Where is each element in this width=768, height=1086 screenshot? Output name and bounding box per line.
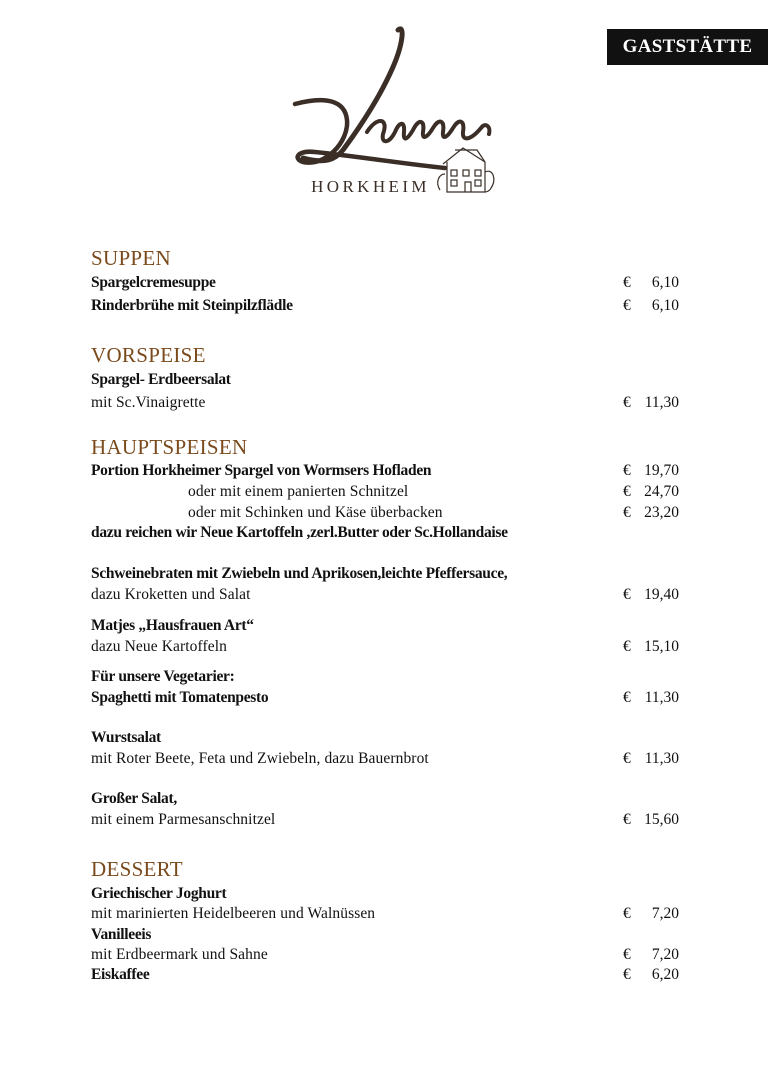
- menu-item-option: [91, 482, 679, 502]
- amount: 7,20: [651, 905, 679, 922]
- item-description: mit Roter Beete, Feta und Zwiebeln, dazu Bauernbrot: [91, 750, 429, 767]
- item-description: dazu Kroketten und Salat: [91, 586, 251, 603]
- item-name: Portion Horkheimer Spargel von Wormsers Hofladen: [91, 462, 432, 479]
- item-name: Schweinebraten mit Zwiebeln und Aprikosen,leichte Pfeffersauce,: [91, 565, 508, 582]
- currency: €: [623, 297, 631, 314]
- currency: €: [623, 638, 631, 655]
- currency: €: [623, 689, 631, 706]
- currency: €: [623, 504, 631, 521]
- amount: 11,30: [644, 394, 679, 411]
- menu-item-detail: [91, 749, 679, 769]
- menu-item: [91, 667, 679, 687]
- item-name: Spargel- Erdbeersalat: [91, 371, 231, 388]
- currency: €: [623, 750, 631, 767]
- menu-item: [91, 273, 679, 293]
- item-name: Spargelcremesuppe: [91, 274, 216, 291]
- menu-item: [91, 688, 679, 708]
- item-option: oder mit Schinken und Käse überbacken: [188, 504, 443, 521]
- amount: 19,70: [644, 462, 679, 479]
- item-name: Spaghetti mit Tomatenpesto: [91, 689, 269, 706]
- currency: €: [623, 394, 631, 411]
- menu-item: [91, 370, 679, 390]
- item-description: dazu Neue Kartoffeln: [91, 638, 227, 655]
- currency: €: [623, 905, 631, 922]
- currency: €: [623, 586, 631, 603]
- menu-item: [91, 564, 679, 584]
- menu-item-detail: [91, 585, 679, 605]
- menu-item: [91, 296, 679, 316]
- menu-item: [91, 461, 679, 481]
- venue-type-badge: GASTSTÄTTE: [607, 29, 768, 65]
- item-note: dazu reichen wir Neue Kartoffeln ,zerl.Butter oder Sc.Hollandaise: [91, 524, 508, 541]
- item-option: oder mit einem panierten Schnitzel: [188, 483, 409, 500]
- item-name: Großer Salat,: [91, 790, 177, 807]
- currency: €: [623, 274, 631, 291]
- currency: €: [623, 946, 631, 963]
- amount: 7,20: [651, 946, 679, 963]
- amount: 15,10: [644, 638, 679, 655]
- menu-item-detail: [91, 637, 679, 657]
- item-name: Matjes „Hausfrauen Art“: [91, 617, 254, 634]
- amount: 11,30: [644, 750, 679, 767]
- item-description: mit marinierten Heidelbeeren und Walnüssen: [91, 905, 376, 922]
- menu-item: [91, 728, 679, 748]
- section-title-dessert: DESSERT: [91, 857, 183, 881]
- amount: 6,20: [651, 966, 679, 983]
- item-description: mit einem Parmesanschnitzel: [91, 811, 276, 828]
- item-name: Griechischer Joghurt: [91, 885, 227, 902]
- currency: €: [623, 966, 631, 983]
- menu-item: [91, 925, 679, 945]
- restaurant-logo: [285, 22, 505, 202]
- item-name: Rinderbrühe mit Steinpilzflädle: [91, 297, 293, 314]
- item-description: mit Erdbeermark und Sahne: [91, 946, 268, 963]
- menu-item-detail: [91, 810, 679, 830]
- amount: 6,10: [651, 274, 679, 291]
- logo-subtitle: HORKHEIM: [311, 177, 430, 196]
- menu-item-option: [91, 503, 679, 523]
- menu-item: [91, 789, 679, 809]
- currency: €: [623, 811, 631, 828]
- menu-item-detail: [91, 904, 679, 924]
- item-name: Für unsere Vegetarier:: [91, 668, 235, 685]
- currency: €: [623, 462, 631, 479]
- amount: 23,20: [644, 504, 679, 521]
- menu-item: [91, 616, 679, 636]
- section-title-suppen: SUPPEN: [91, 246, 171, 270]
- menu-item-note: [91, 523, 679, 543]
- section-title-hauptspeisen: HAUPTSPEISEN: [91, 435, 248, 459]
- currency: €: [623, 483, 631, 500]
- logo-script-lettering: [285, 22, 505, 202]
- amount: 19,40: [644, 586, 679, 603]
- amount: 15,60: [644, 811, 679, 828]
- menu-item-detail: [91, 393, 679, 413]
- item-name: Eiskaffee: [91, 966, 150, 983]
- section-title-vorspeise: VORSPEISE: [91, 343, 206, 367]
- item-name: Wurstsalat: [91, 729, 161, 746]
- amount: 24,70: [644, 483, 679, 500]
- item-description: mit Sc.Vinaigrette: [91, 394, 206, 411]
- item-name: Vanilleeis: [91, 926, 152, 943]
- amount: 6,10: [651, 297, 679, 314]
- menu-item-detail: [91, 945, 679, 965]
- menu-item: [91, 884, 679, 904]
- amount: 11,30: [644, 689, 679, 706]
- menu-item: [91, 965, 679, 985]
